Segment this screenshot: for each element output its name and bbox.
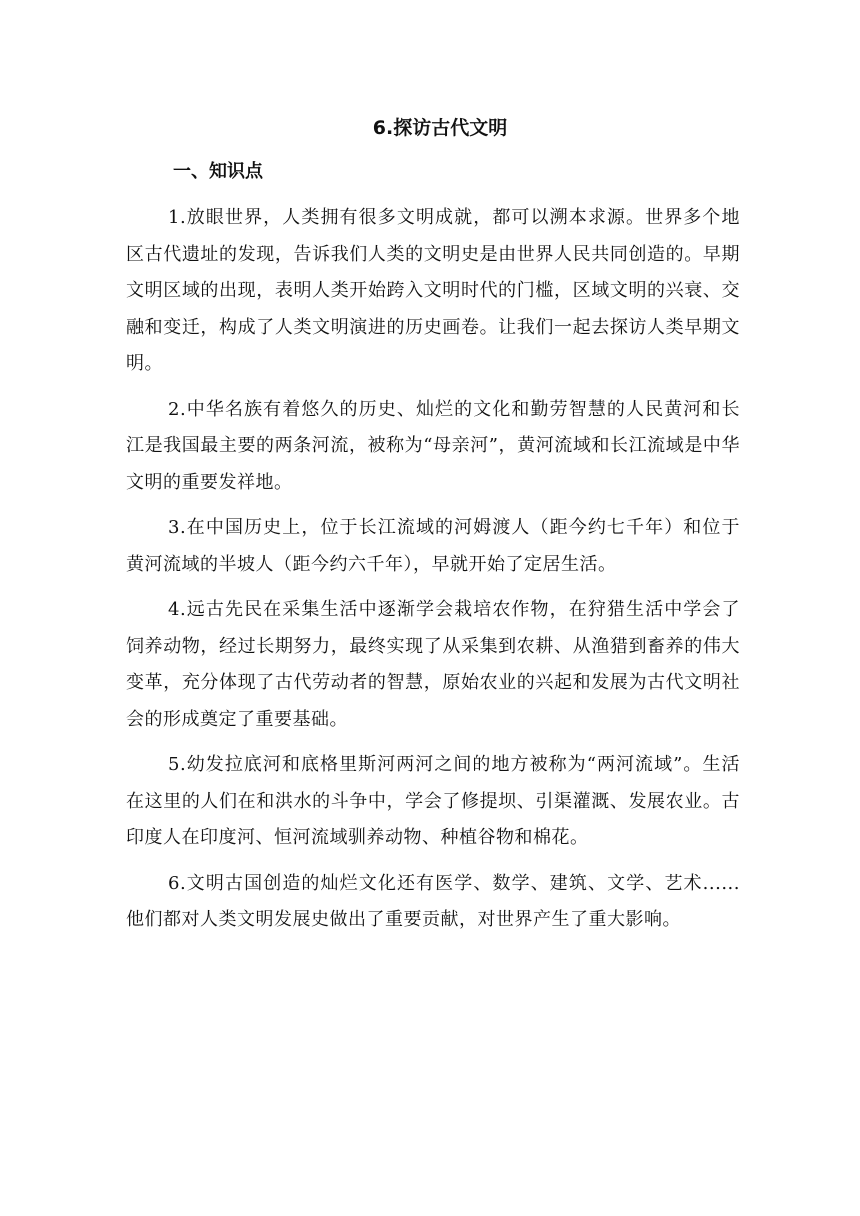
paragraph-5: 5.幼发拉底河和底格里斯河两河之间的地方被称为“两河流域”。生活在这里的人们在和洪水的斗争中，学会了修提坝、引渠灌溉、发展农业。古印度人在印度河、恒河流域驯养动物、种植谷物和棉花。	[126, 754, 740, 848]
document-body	[126, 200, 740, 948]
section-heading: 一、知识点	[173, 161, 263, 182]
paragraph-6: 6.文明古国创造的灿烂文化还有医学、数学、建筑、文学、艺术......他们都对人类文明发展史做出了重要贡献，对世界产生了重大影响。	[126, 872, 740, 930]
paragraph-1: 1.放眼世界，人类拥有很多文明成就，都可以溯本求源。世界多个地区古代遗址的发现，告诉我们人类的文明史是由世界人民共同创造的。早期文明区域的出现，表明人类开始跨入文明时代的门槛，区域文明的兴衰、交融和变迁，构成了人类文明演进的历史画卷。让我们一起去探访人类早期文明。	[126, 207, 740, 374]
paragraph-2: 2.中华名族有着悠久的历史、灿烂的文化和勤劳智慧的人民黄河和长江是我国最主要的两条河流，被称为“母亲河”，黄河流域和长江流域是中华文明的重要发祥地。	[126, 398, 740, 493]
document-title: 6.探访古代文明	[372, 117, 508, 139]
paragraph-3: 3.在中国历史上，位于长江流域的河姆渡人（距今约七千年）和位于黄河流域的半坡人（距今约六千年），早就开始了定居生活。	[126, 517, 740, 575]
paragraph-4: 4.远古先民在采集生活中逐渐学会栽培农作物，在狩猎生活中学会了饲养动物，经过长期努力，最终实现了从采集到农耕、从渔猎到畜养的伟大变革，充分体现了古代劳动者的智慧，原始农业的兴起和发展为古代文明社会的形成奠定了重要基础。	[126, 599, 740, 730]
